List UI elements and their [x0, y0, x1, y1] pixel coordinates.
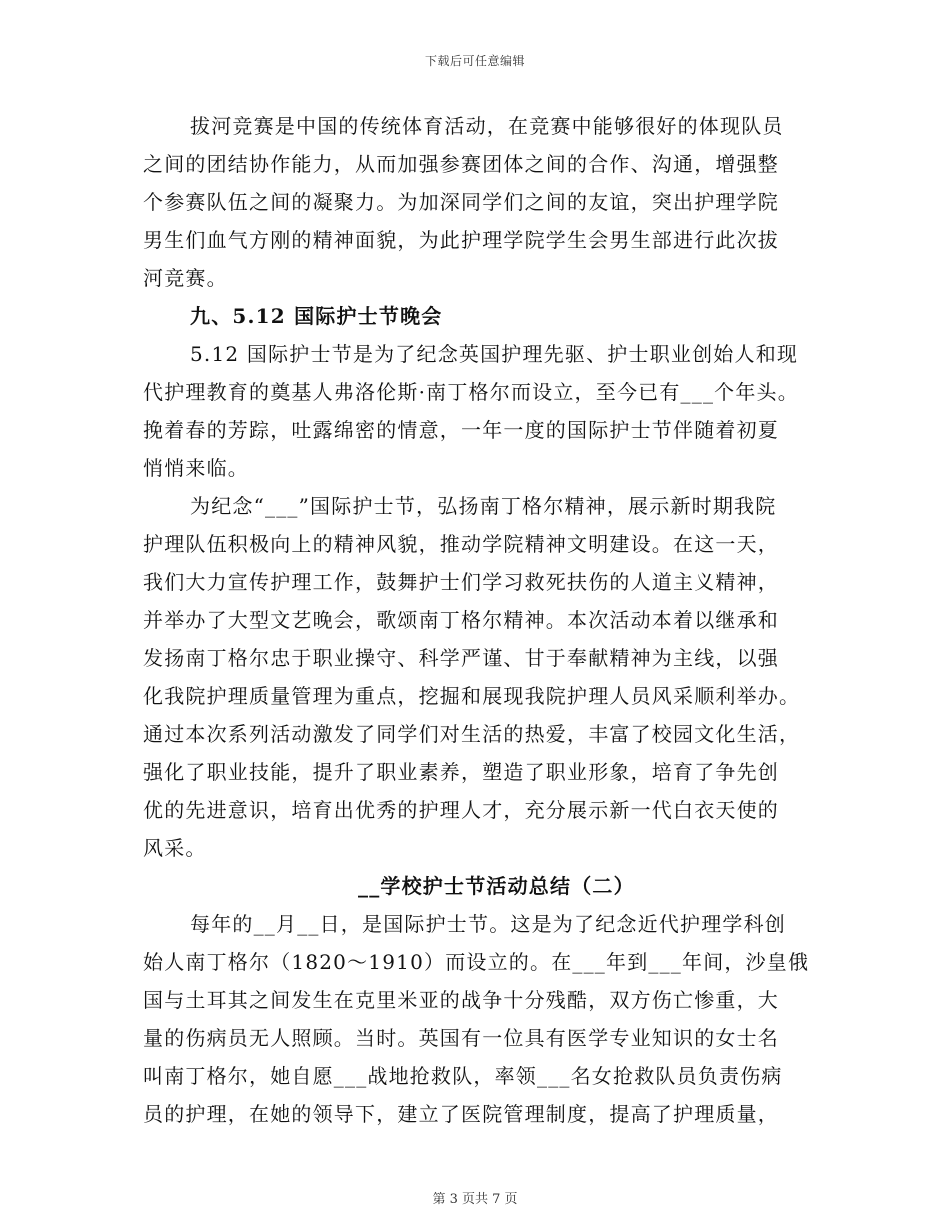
paragraph-line: 男生们血气方刚的精神面貌，为此护理学院学生会男生部进行此次拔	[143, 228, 779, 252]
paragraph-line: 护理队伍积极向上的精神风貌，推动学院精神文明建设。在这一天，	[143, 532, 779, 556]
paragraph-line: 拔河竞赛是中国的传统体育活动，在竞赛中能够很好的体现队员	[190, 114, 784, 138]
paragraph-line: 河竞赛。	[143, 266, 228, 290]
paragraph-line: 发扬南丁格尔忠于职业操守、科学严谨、甘于奉献精神为主线，以强	[143, 646, 779, 670]
paragraph-line: 国与土耳其之间发生在克里米亚的战争十分残酷，双方伤亡惨重，大	[143, 988, 779, 1012]
section-heading: 九、5.12 国际护士节晚会	[190, 304, 443, 328]
paragraph-line: 个参赛队伍之间的凝聚力。为加深同学们之间的友谊，突出护理学院	[143, 190, 779, 214]
paragraph-line: 5.12 国际护士节是为了纪念英国护理先驱、护士职业创始人和现	[190, 342, 799, 366]
paragraph-line: 悄悄来临。	[143, 456, 249, 480]
paragraph-line: 我们大力宣传护理工作，鼓舞护士们学习救死扶伤的人道主义精神，	[143, 570, 779, 594]
paragraph-line: 为纪念“___”国际护士节，弘扬南丁格尔精神，展示新时期我院	[190, 494, 777, 518]
paragraph-line: 员的护理，在她的领导下，建立了医院管理制度，提高了护理质量，	[143, 1102, 779, 1126]
paragraph-line: 通过本次系列活动激发了同学们对生活的热爱，丰富了校园文化生活，	[143, 722, 801, 746]
section-title: __学校护士节活动总结（二）	[358, 874, 635, 898]
page-footer: 第 3 页共 7 页	[432, 1192, 518, 1207]
paragraph-line: 优的先进意识，培育出优秀的护理人才，充分展示新一代白衣天使的	[143, 798, 779, 822]
paragraph-line: 之间的团结协作能力，从而加强参赛团体之间的合作、沟通，增强整	[143, 152, 779, 176]
paragraph-line: 化我院护理质量管理为重点，挖掘和展现我院护理人员风采顺利举办。	[143, 684, 801, 708]
paragraph-line: 量的伤病员无人照顾。当时。英国有一位具有医学专业知识的女士名	[143, 1026, 779, 1050]
page-header: 下载后可任意编辑	[424, 54, 525, 68]
paragraph-line: 并举办了大型文艺晚会，歌颂南丁格尔精神。本次活动本着以继承和	[143, 608, 779, 632]
paragraph-line: 每年的__月__日，是国际护士节。这是为了纪念近代护理学科创	[190, 912, 786, 936]
paragraph-line: 强化了职业技能，提升了职业素养，塑造了职业形象，培育了争先创	[143, 760, 779, 784]
paragraph-line: 代护理教育的奠基人弗洛伦斯·南丁格尔而设立，至今已有___个年头。	[143, 380, 799, 404]
paragraph-line: 叫南丁格尔，她自愿___战地抢救队，率领___名女抢救队员负责伤病	[143, 1064, 783, 1088]
paragraph-line: 挽着春的芳踪，吐露绵密的情意，一年一度的国际护士节伴随着初夏	[143, 418, 779, 442]
paragraph-line: 风采。	[143, 836, 207, 860]
paragraph-line: 始人南丁格尔（1820～1910）而设立的。在___年到___年间，沙皇俄	[143, 950, 810, 974]
